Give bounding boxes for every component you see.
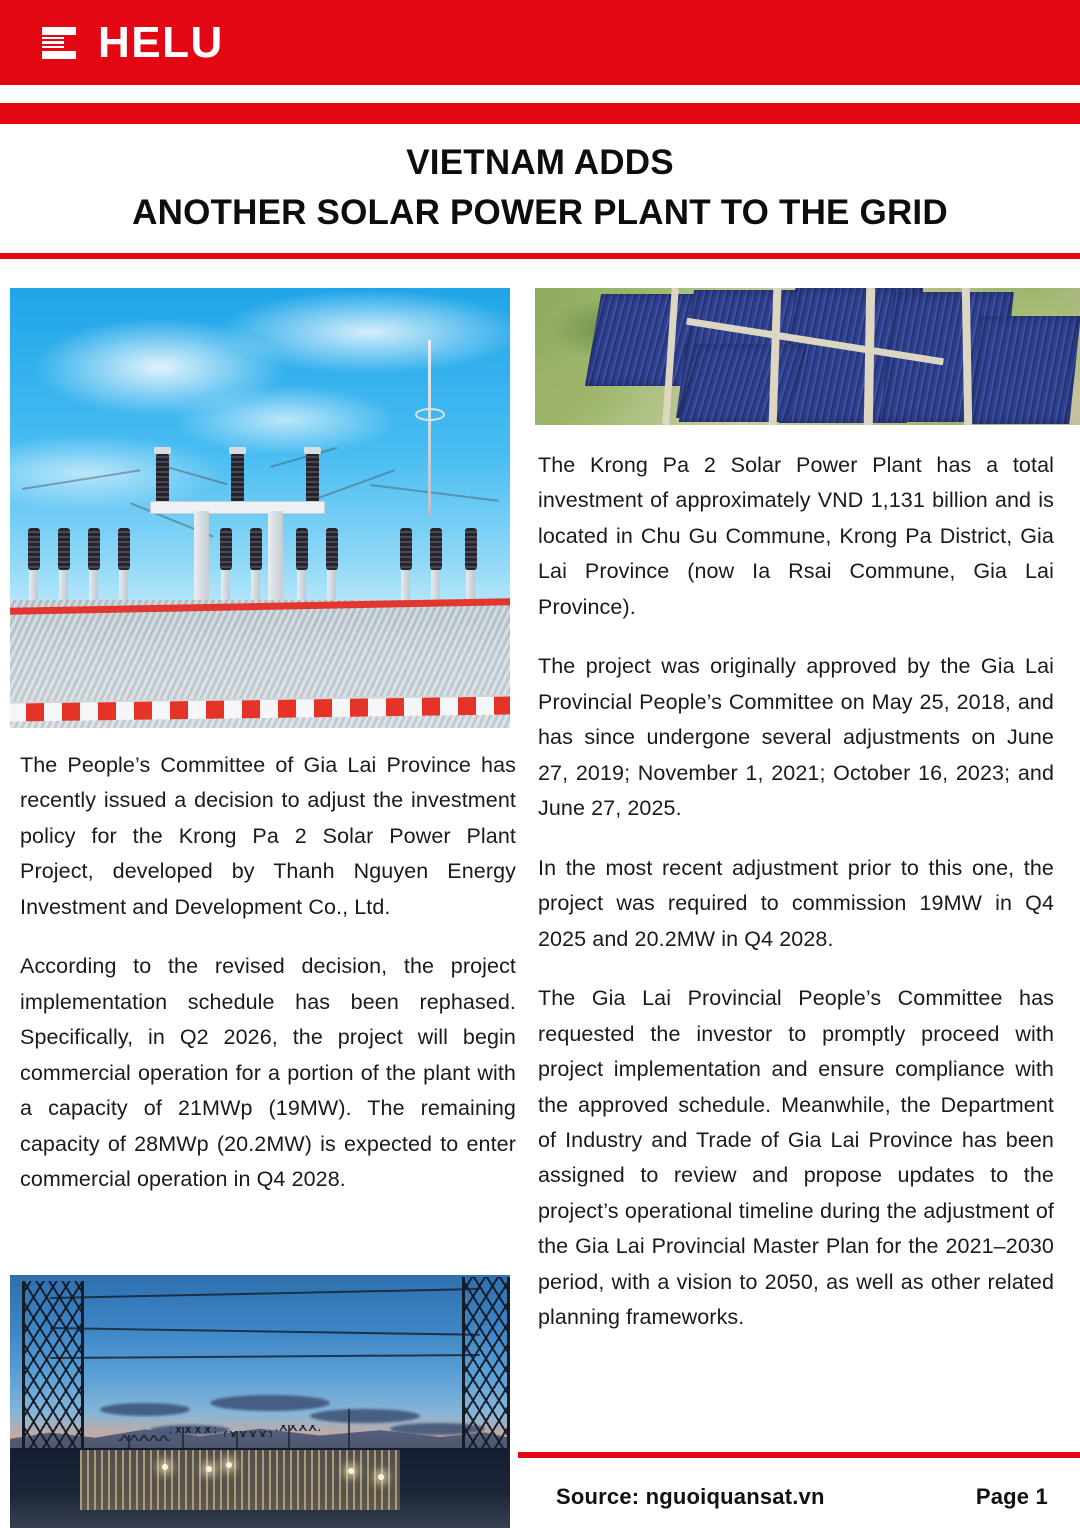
switchgear-row	[10, 528, 510, 600]
title-line-1: VIETNAM ADDS	[406, 143, 674, 182]
paragraph: According to the revised decision, the project implementation schedule has been rephased. Specifically, in Q2 2026, the project will begin commercial operation for a portion of the plant with a capacity of 21MWp (19MW). The remaining capacity of 28MWp (20.2MW) is expected to enter commercial operation in Q4 2028.	[20, 954, 516, 1192]
left-text-column	[20, 748, 516, 1198]
lit-switchyard	[80, 1450, 400, 1510]
header-white-gap	[0, 85, 1080, 103]
paragraph: In the most recent adjustment prior to this one, the project was required to commission 19MW in Q4 2025 and 20.2MW in Q4 2028.	[538, 855, 1054, 951]
paragraph: The Gia Lai Provincial People’s Committee has requested the investor to promptly proceed with project implementation and ensure compliance with the approved schedule. Meanwhile, the Department of Industry and Trade of Gia Lai Province has been assigned to review and propose updates to the project’s operational timeline during the adjustment of the Gia Lai Provincial Master Plan for the 2021–2030 period, with a vision to 2050, as well as other related planning frameworks.	[538, 986, 1054, 1330]
footer-bar	[518, 1466, 1080, 1528]
brand-logo[interactable]	[42, 17, 224, 67]
right-text-column	[538, 448, 1054, 1336]
solar-farm-aerial-image	[535, 288, 1080, 425]
paragraph: The People’s Committee of Gia Lai Province has recently issued a decision to adjust the investment policy for the Krong Pa 2 Solar Power Plant Project, developed by Thanh Nguyen Energy Investment and Development Co., Ltd.	[20, 753, 516, 919]
title-divider-rule	[0, 253, 1080, 259]
mast-ring	[415, 408, 445, 421]
page-number: Page 1	[975, 1484, 1048, 1509]
page-title	[0, 138, 1080, 237]
substation-daytime-image	[10, 288, 510, 728]
header-red-stripe	[0, 103, 1080, 124]
lightning-mast	[428, 340, 431, 515]
substation-dusk-image	[10, 1275, 510, 1528]
helu-bars-logo-icon	[42, 27, 76, 59]
footer-divider-rule	[518, 1452, 1080, 1458]
brand-name: HELU	[98, 17, 224, 67]
header-bar	[0, 0, 1080, 85]
paragraph: The Krong Pa 2 Solar Power Plant has a total investment of approximately VND 1,131 billion and is located in Chu Gu Commune, Krong Pa District, Gia Lai Province (now Ia Rsai Commune, Gia Lai Province).	[538, 453, 1054, 619]
paragraph: The project was originally approved by the Gia Lai Provincial People’s Committee on May 25, 2018, and has since undergone several adjustments on June 27, 2019; November 1, 2021; October 16, 2023; and June 27, 2025.	[538, 654, 1054, 821]
title-line-2: ANOTHER SOLAR POWER PLANT TO THE GRID	[132, 192, 948, 232]
source-label: Source: nguoiquansat.vn	[556, 1484, 825, 1509]
